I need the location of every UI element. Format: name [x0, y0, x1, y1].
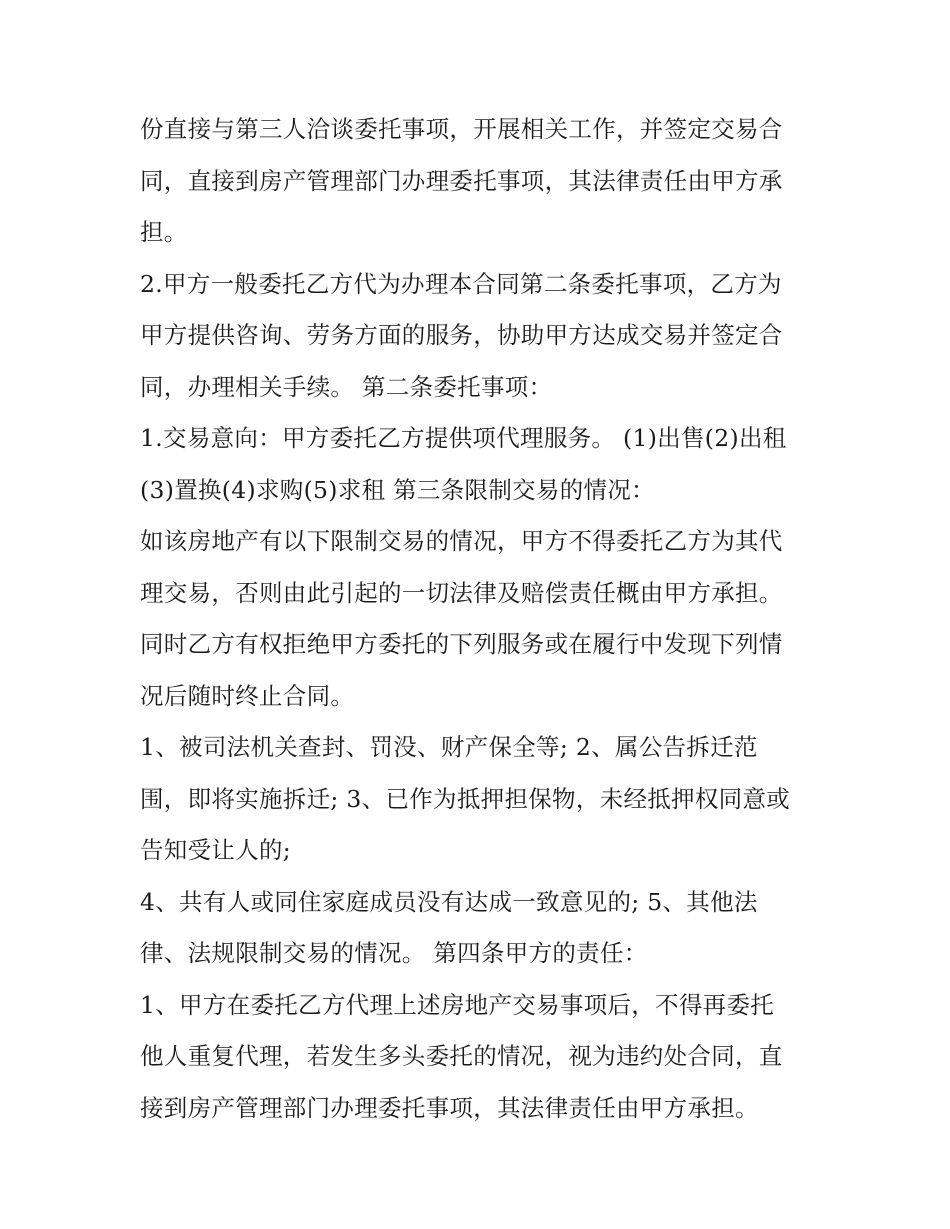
text-line: 围，即将实施拆迁; 3、已作为抵押担保物，未经抵押权同意或	[140, 784, 791, 813]
text-line: (3)置换(4)求购(5)求租 第三条限制交易的情况：	[140, 475, 655, 504]
text-line: 甲方提供咨询、劳务方面的服务，协助甲方达成交易并签定合	[140, 321, 783, 349]
text-line: 同，办理相关手续。 第二条委托事项：	[140, 372, 553, 401]
text-line: 接到房产管理部门办理委托事项，其法律责任由甲方承担。	[140, 1093, 759, 1122]
text-line: 告知受让人的;	[140, 836, 292, 864]
text-line: 况后随时终止合同。	[140, 681, 355, 710]
text-line: 律、法规限制交易的情况。 第四条甲方的责任：	[140, 939, 648, 967]
text-line: 1.交易意向：甲方委托乙方提供项代理服务。 (1)出售(2)出租	[140, 424, 787, 452]
text-line: 份直接与第三人洽谈委托事项，开展相关工作，并签定交易合	[140, 115, 783, 143]
text-line: 理交易，否则由此引起的一切法律及赔偿责任概由甲方承担。	[140, 578, 783, 607]
text-line: 2.甲方一般委托乙方代为办理本合同第二条委托事项，乙方为	[140, 269, 782, 298]
text-line: 1、被司法机关查封、罚没、财产保全等; 2、属公告拆迁范	[140, 733, 758, 761]
text-line: 担。	[140, 218, 188, 246]
text-line: 如该房地产有以下限制交易的情况，甲方不得委托乙方为其代	[140, 527, 783, 555]
contract-text-body	[140, 104, 820, 1134]
text-line: 他人重复代理，若发生多头委托的情况，视为违约处合同，直	[140, 1042, 783, 1070]
text-line: 4、共有人或同住家庭成员没有达成一致意见的; 5、其他法	[140, 887, 758, 916]
text-line: 同时乙方有权拒绝甲方委托的下列服务或在履行中发现下列情	[140, 630, 783, 658]
text-line: 1、甲方在委托乙方代理上述房地产交易事项后，不得再委托	[140, 990, 775, 1019]
text-line: 同，直接到房产管理部门办理委托事项，其法律责任由甲方承	[140, 166, 783, 195]
